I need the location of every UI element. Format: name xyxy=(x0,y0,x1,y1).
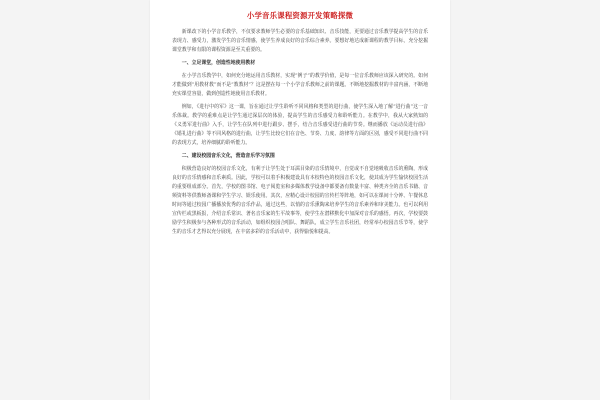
document-page xyxy=(150,0,450,400)
body-paragraph: 在小学音乐教学中，如何充分地运用音乐教材，实现“例子”的教学价值，是每一位音乐教师应该深入研究的。如何才能做到“用教材教”而不是“教教材”？这是摆在每一个小学音乐教师之前的课题。不断地挖掘教材的丰富内涵，不断地充实课堂容量，做到创造性地使用音乐教材。 xyxy=(172,73,428,97)
body-paragraph: 例如，《进行中的军》这一课，旨在通过让学生聆听不同风格和类型的进行曲，使学生深入地了解“进行曲”这一音乐体裁。教学的重难点是让学生通过深层次的体验，提高学生的音乐感受力和聆听能力。在教学中，我从大家熟知的《义勇军进行曲》入手，让学生在队列中进行跟步、摆手，结合音乐感受进行曲的节奏。继而播放《运动员进行曲》《婚礼进行曲》等不同风格的进行曲，让学生比较它们在音色、节奏、力度、韵律等方面的区别，感受不同进行曲不同的表现方式，培养细腻的聆听能力。 xyxy=(172,104,428,146)
document-title: 小学音乐课程资源开发策略探微 xyxy=(246,11,354,20)
document-body xyxy=(172,28,428,237)
section-heading: 一、立足课堂，创造性地使用教材 xyxy=(181,60,256,66)
body-paragraph: 新课改下的小学音乐教学，不仅要求教师学生必要的音乐基础知识、音乐技能，更要通过音乐教学提高学生的音乐表现力、感受力，激发学生的音乐情感，使学生养成良好的音乐综合素养。要想好地达成新课程的教学目标，充分挖掘课堂教学和有限的课程资源是至关重要的。 xyxy=(172,29,428,53)
body-paragraph: 积极营造良好的校园音乐文化，有利于让学生处于耳濡目染的音乐情境中，自觉或不自觉地吸收音乐的熏陶，形成良好的音乐情感和音乐素质。因此，学校可以着手积极建设具有本校特色的校园音乐文化，使其成为学生愉快校园生活的重要组成部分。首先，学校的图书馆、电子阅览室和多媒体教学设备中都要备有数量丰富、种类齐全的音乐书籍、音频资料等供教师备课和学生学习、娱乐使用。其次，应精心设计校园的宣传栏等阵地，如可以在课间十分钟、午餐休息时间等通过校园广播播放优秀的音乐作品，通过这些，以悄的音乐熏陶来培养学生的音乐素养和审美能力。也可以利用宣传栏或黑板报，介绍音乐常识、著名音乐家的生平故事等，使学生在潜移默化中加深对音乐的感悟。再次，学校要鼓励学生积极参与各种形式的音乐活动，如组织校园合唱队、舞蹈队，成立学生音乐社团，经常举办校园音乐节等，使学生的音乐才艺得以充分展现，在丰富多彩的音乐活动中，获得愉悦和提高。 xyxy=(172,166,428,235)
section-heading: 二、建设校园音乐文化，营造音乐学习氛围 xyxy=(181,153,275,159)
